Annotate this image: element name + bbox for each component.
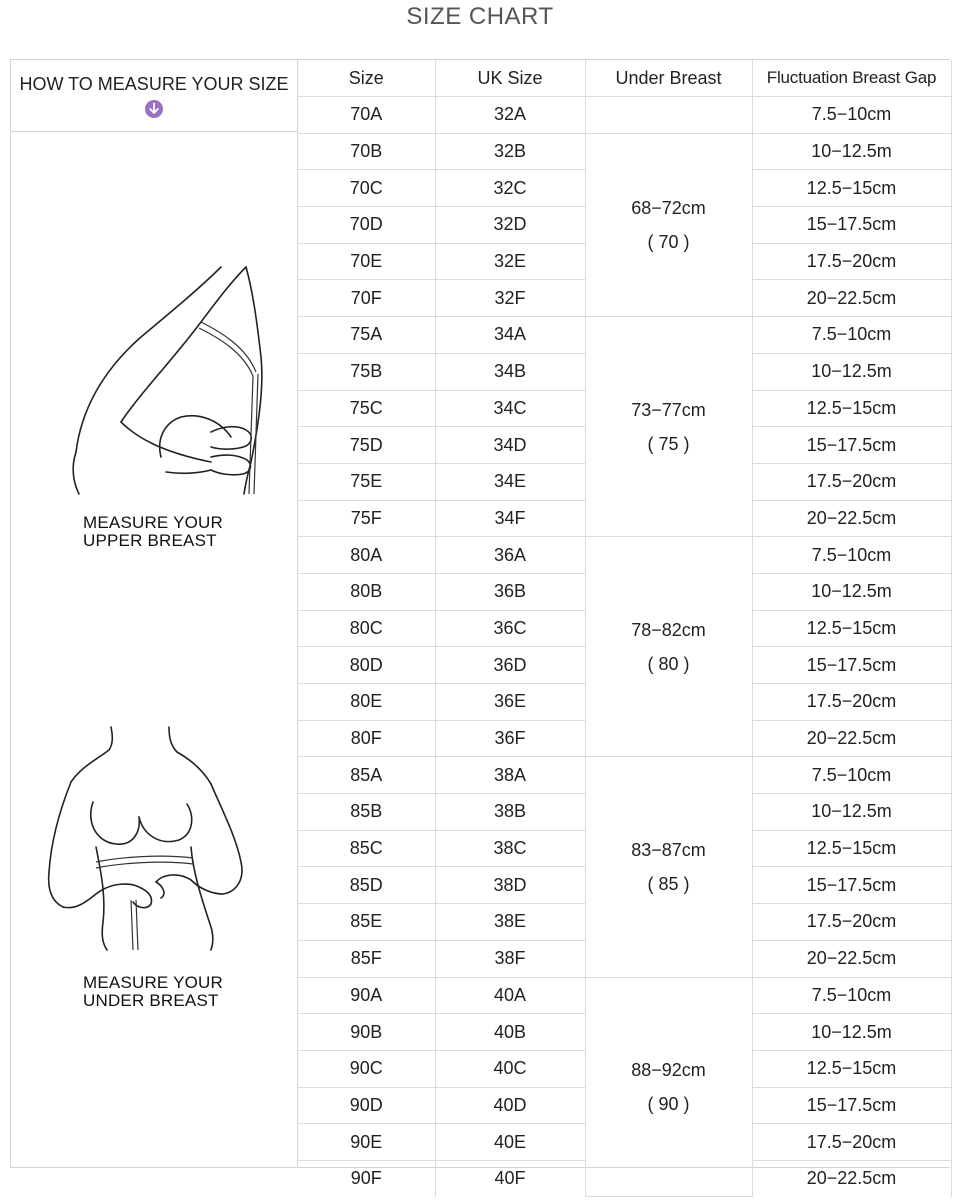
cell-breast-gap: 15−17.5cm (752, 647, 951, 684)
cell-size: 75F (298, 500, 435, 537)
cell-size: 70B (298, 133, 435, 170)
measure-heading: HOW TO MEASURE YOUR SIZE (19, 74, 289, 94)
header-fluctuation-breast-gap: Fluctuation Breast Gap (752, 60, 951, 97)
cell-breast-gap: 10−12.5m (752, 794, 951, 831)
cell-size: 90A (298, 977, 435, 1014)
cell-size: 70F (298, 280, 435, 317)
cell-breast-gap: 20−22.5cm (752, 940, 951, 977)
cell-uk-size: 36C (435, 610, 585, 647)
cell-size: 85C (298, 830, 435, 867)
cell-breast-gap: 15−17.5cm (752, 867, 951, 904)
cell-breast-gap: 20−22.5cm (752, 720, 951, 757)
cell-uk-size: 36B (435, 573, 585, 610)
table-row (298, 97, 951, 134)
size-chart (10, 59, 950, 1189)
cell-uk-size: 38A (435, 757, 585, 794)
cell-breast-gap: 7.5−10cm (752, 97, 951, 134)
cell-breast-gap: 17.5−20cm (752, 684, 951, 721)
size-table (298, 60, 952, 1197)
cell-uk-size: 32B (435, 133, 585, 170)
cell-uk-size: 36D (435, 647, 585, 684)
under-breast-range: 68−72cm (631, 197, 706, 218)
cell-size: 90E (298, 1124, 435, 1161)
cell-uk-size: 34F (435, 500, 585, 537)
cell-uk-size: 40B (435, 1014, 585, 1051)
under-breast-range: 88−92cm (631, 1059, 706, 1080)
cell-under-breast (585, 317, 752, 537)
under-breast-illustration (41, 722, 251, 952)
cell-size: 90D (298, 1087, 435, 1124)
cell-breast-gap: 10−12.5m (752, 133, 951, 170)
cell-uk-size: 40C (435, 1050, 585, 1087)
cell-breast-gap: 12.5−15cm (752, 610, 951, 647)
cell-breast-gap: 17.5−20cm (752, 463, 951, 500)
cell-uk-size: 38B (435, 794, 585, 831)
cell-uk-size: 38C (435, 830, 585, 867)
page-title: SIZE CHART (406, 3, 554, 30)
cell-size: 75B (298, 353, 435, 390)
cell-size: 70C (298, 170, 435, 207)
cell-breast-gap: 15−17.5cm (752, 427, 951, 464)
cell-size: 85D (298, 867, 435, 904)
cell-uk-size: 38F (435, 940, 585, 977)
cell-size: 90C (298, 1050, 435, 1087)
cell-uk-size: 34D (435, 427, 585, 464)
under-breast-range: 78−82cm (631, 619, 706, 640)
table-body (298, 97, 951, 1197)
cell-breast-gap: 10−12.5m (752, 353, 951, 390)
cell-under-breast-empty (585, 97, 752, 134)
cell-breast-gap: 7.5−10cm (752, 977, 951, 1014)
cell-size: 70A (298, 97, 435, 134)
cell-uk-size: 32D (435, 207, 585, 244)
table-row (298, 317, 951, 354)
cell-uk-size: 38E (435, 904, 585, 941)
cell-uk-size: 32C (435, 170, 585, 207)
cell-under-breast (585, 537, 752, 757)
table-row (298, 537, 951, 574)
cell-breast-gap: 12.5−15cm (752, 1050, 951, 1087)
cell-size: 80E (298, 684, 435, 721)
cell-breast-gap: 15−17.5cm (752, 1087, 951, 1124)
cell-size: 80D (298, 647, 435, 684)
measure-panel (11, 132, 298, 1168)
header-uk-size: UK Size (435, 60, 585, 97)
under-breast-mid: ( 75 ) (647, 433, 690, 454)
header-under-breast: Under Breast (585, 60, 752, 97)
cell-breast-gap: 20−22.5cm (752, 1160, 951, 1196)
under-breast-range: 73−77cm (631, 399, 706, 420)
under-breast-mid: ( 90 ) (647, 1093, 690, 1114)
cell-under-breast (585, 133, 752, 316)
cell-uk-size: 34B (435, 353, 585, 390)
cell-size: 70D (298, 207, 435, 244)
cell-breast-gap: 20−22.5cm (752, 500, 951, 537)
cell-size: 85A (298, 757, 435, 794)
under-breast-mid: ( 70 ) (647, 231, 690, 252)
cell-uk-size: 32A (435, 97, 585, 134)
cell-under-breast (585, 977, 752, 1197)
cell-size: 80F (298, 720, 435, 757)
cell-breast-gap: 10−12.5m (752, 1014, 951, 1051)
upper-breast-caption: MEASURE YOUR UPPER BREAST (83, 513, 224, 550)
cell-breast-gap: 15−17.5cm (752, 207, 951, 244)
cell-uk-size: 40A (435, 977, 585, 1014)
cell-uk-size: 34A (435, 317, 585, 354)
cell-uk-size: 38D (435, 867, 585, 904)
cell-size: 85F (298, 940, 435, 977)
cell-under-breast (585, 757, 752, 977)
table-row (298, 977, 951, 1014)
cell-size: 90B (298, 1014, 435, 1051)
cell-size: 80B (298, 573, 435, 610)
under-breast-range: 83−87cm (631, 839, 706, 860)
cell-breast-gap: 7.5−10cm (752, 537, 951, 574)
table-row (298, 757, 951, 794)
measure-panel-header (11, 60, 298, 132)
cell-breast-gap: 17.5−20cm (752, 904, 951, 941)
cell-uk-size: 40D (435, 1087, 585, 1124)
cell-size: 70E (298, 243, 435, 280)
cell-size: 75E (298, 463, 435, 500)
cell-breast-gap: 12.5−15cm (752, 390, 951, 427)
cell-size: 90F (298, 1160, 435, 1196)
header-size: Size (298, 60, 435, 97)
cell-size: 75D (298, 427, 435, 464)
cell-size: 75C (298, 390, 435, 427)
cell-uk-size: 40E (435, 1124, 585, 1161)
cell-size: 85E (298, 904, 435, 941)
cell-uk-size: 34E (435, 463, 585, 500)
cell-uk-size: 36A (435, 537, 585, 574)
cell-size: 75A (298, 317, 435, 354)
table-header-row (298, 60, 951, 97)
cell-breast-gap: 17.5−20cm (752, 1124, 951, 1161)
cell-size: 80C (298, 610, 435, 647)
cell-breast-gap: 17.5−20cm (752, 243, 951, 280)
under-breast-mid: ( 80 ) (647, 653, 690, 674)
cell-size: 85B (298, 794, 435, 831)
cell-uk-size: 40F (435, 1160, 585, 1196)
cell-uk-size: 32F (435, 280, 585, 317)
cell-breast-gap: 10−12.5m (752, 573, 951, 610)
upper-breast-illustration (61, 262, 271, 497)
cell-breast-gap: 20−22.5cm (752, 280, 951, 317)
cell-uk-size: 34C (435, 390, 585, 427)
cell-uk-size: 36E (435, 684, 585, 721)
cell-breast-gap: 12.5−15cm (752, 830, 951, 867)
under-breast-caption: MEASURE YOUR UNDER BREAST (83, 973, 224, 1010)
cell-size: 80A (298, 537, 435, 574)
cell-uk-size: 36F (435, 720, 585, 757)
cell-uk-size: 32E (435, 243, 585, 280)
cell-breast-gap: 7.5−10cm (752, 757, 951, 794)
under-breast-mid: ( 85 ) (647, 873, 690, 894)
cell-breast-gap: 12.5−15cm (752, 170, 951, 207)
arrow-down-circle-icon (144, 99, 164, 119)
cell-breast-gap: 7.5−10cm (752, 317, 951, 354)
table-row (298, 133, 951, 170)
